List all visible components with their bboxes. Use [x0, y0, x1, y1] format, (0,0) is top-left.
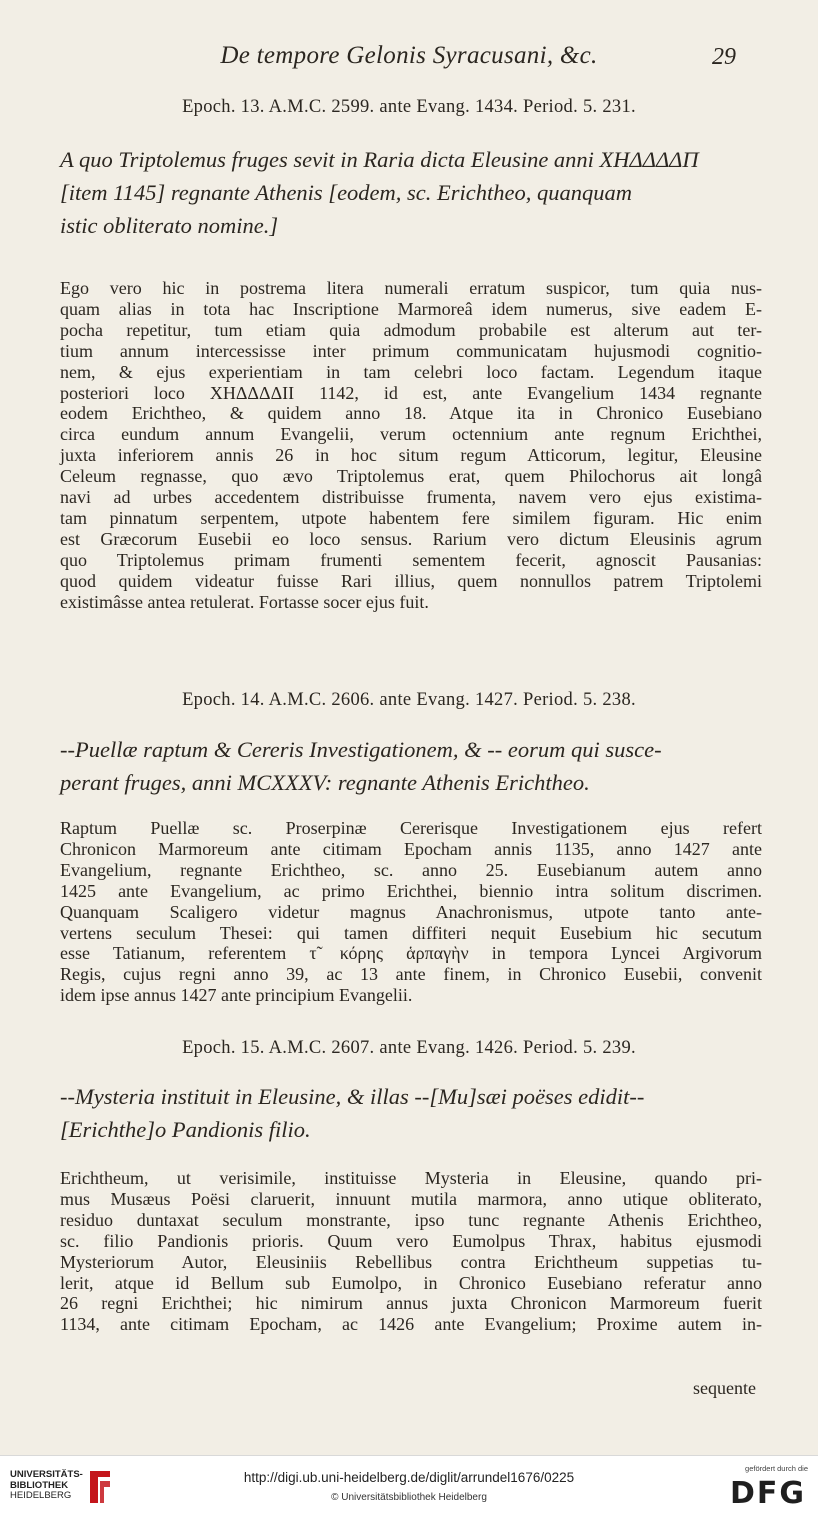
text-line: quod quidem videatur fuisse Rari illius, quem nonnullos patrem Triptolemi — [60, 570, 762, 591]
text-line: Celeum regnasse, quo ævo Triptolemus erat, quem Philochorus ait longâ — [60, 466, 762, 487]
text-line: juxta inferiorem annis 26 in hoc situm regum Atticorum, legitur, Eleusine — [60, 445, 762, 466]
library-name-line: UNIVERSITÄTS- — [10, 1469, 83, 1480]
running-title: De tempore Gelonis Syracusani, &c. — [220, 42, 598, 69]
text-line: est Græcorum Eusebii eo loco sensus. Rarium vero dictum Eleusinis agrum — [60, 528, 762, 549]
body-paragraph-14 — [60, 818, 762, 1006]
text-line: Regis, cujus regni anno 39, ac 13 ante finem, in Chronico Eusebii, convenit — [60, 964, 762, 985]
text-line: Mysteriorum Autor, Eleusiniis Rebellibus contra Erichtheum suppetias tu- — [60, 1251, 762, 1272]
text-line: vertens seculum Thesei: qui tamen diffiteri nequit Eusebium hic secutum — [60, 922, 762, 943]
viewer-footer — [0, 1455, 818, 1519]
heading-line: A quo Triptolemus fruges sevit in Raria dicta Eleusine anni ΧΗΔΔΔΔΠ — [60, 147, 699, 172]
text-line: 26 regni Erichthei; hic nimirum annus juxta Chronicon Marmoreum fuerit — [60, 1293, 762, 1314]
heading-line: --Puellæ raptum & Cereris Investigationem, & -- eorum qui susce- — [60, 737, 662, 762]
library-name-line: HEIDELBERG — [10, 1490, 72, 1501]
text-line: nem, & ejus experientiam in tam celebri loco factam. Legendum itaque — [60, 361, 762, 382]
text-line: lerit, atque id Bellum sub Eumolpo, in Chronico Eusebiano referatur anno — [60, 1272, 762, 1293]
text-line: mus Musæus Poësi claruerit, innuunt mutila marmora, anno utique obliterato, — [60, 1188, 762, 1209]
text-line: esse Tatianum, referentem τ̃ κόρης ἁρπαγὴν in tempora Lyncei Argivorum — [60, 943, 762, 964]
body-paragraph-15 — [60, 1168, 762, 1335]
text-line: idem ipse annus 1427 ante principium Evangelii. — [60, 985, 413, 1006]
epoch-line-13: Epoch. 13. A.M.C. 2599. ante Evang. 1434. Period. 5. 231. — [182, 97, 636, 117]
heading-line: istic obliterato nomine.] — [60, 213, 279, 238]
text-line: pocha repetitur, tum etiam quia admodum probabile est alterum aut ter- — [60, 319, 762, 340]
epoch-line-15: Epoch. 15. A.M.C. 2607. ante Evang. 1426. Period. 5. 239. — [182, 1038, 636, 1058]
text-line: 1425 ante Evangelium, ac primo Erichthei, biennio intra solitum discrimen. — [60, 880, 762, 901]
text-line: Raptum Puellæ sc. Proserpinæ Cererisque Investigationem ejus refert — [60, 818, 762, 838]
heading-line: perant fruges, anni MCXXXV: regnante Athenis Erichtheo. — [60, 770, 590, 795]
text-line: Ego vero hic in postrema litera numerali erratum suspicor, tum quia nus- — [60, 278, 762, 298]
text-line: existimâsse antea retulerat. Fortasse socer ejus fuit. — [60, 591, 429, 612]
permalink-url[interactable]: http://digi.ub.uni-heidelberg.de/diglit/arrundel1676/0225 — [243, 1470, 575, 1485]
text-line: Chronicon Marmoreum ante citimam Epocham annis 1135, anno 1427 ante — [60, 838, 762, 859]
heading-line: [item 1145] regnante Athenis [eodem, sc. Erichtheo, quanquam — [60, 180, 633, 205]
text-line: Evangelium, regnante Erichtheo, sc. anno 25. Eusebianum autem anno — [60, 859, 762, 880]
text-line: quo Triptolemus primam frumenti sementem fecerit, agnoscit Pausanias: — [60, 549, 762, 570]
text-line: residuo duntaxat seculum monstrante, ipso tunc regnante Athenis Erichtheo, — [60, 1209, 762, 1230]
page-number: 29 — [712, 44, 736, 70]
text-line: circa eundum annum Evangelii, verum octennium ante regnum Erichthei, — [60, 424, 762, 445]
body-paragraph-13 — [60, 278, 762, 613]
text-line: Quanquam Scaligero videtur magnus Anachronismus, utpote tanto ante- — [60, 901, 762, 922]
section-heading-13 — [60, 143, 760, 242]
copyright-notice: © Universitätsbibliothek Heidelberg — [331, 1492, 487, 1503]
text-line: navi ad urbes accedentem distribuisse frumenta, navem vero ejus existima- — [60, 487, 762, 508]
catchword: sequente — [693, 1378, 756, 1398]
library-name-line: BIBLIOTHEK — [10, 1479, 69, 1491]
text-line: posteriori loco ΧΗΔΔΔΔΙΙ 1142, id est, ante Evangelium 1434 regnante — [60, 382, 762, 403]
section-heading-14 — [60, 733, 760, 799]
text-line: quam alias in tota hac Inscriptione Marmoreâ idem numerus, sive eadem E- — [60, 298, 762, 319]
funder-caption: gefördert durch die — [745, 1464, 808, 1473]
text-line: 1134, ante citimam Epocham, ac 1426 ante Evangelium; Proxime autem in- — [60, 1314, 762, 1335]
section-heading-15 — [60, 1080, 760, 1146]
heading-line: [Erichthe]o Pandionis filio. — [60, 1117, 311, 1142]
text-line: tium annum intercessisse inter primum communicatam hujusmodi cognitio- — [60, 340, 762, 361]
dfg-logo: DFG — [729, 1476, 806, 1511]
epoch-line-14: Epoch. 14. A.M.C. 2606. ante Evang. 1427. Period. 5. 238. — [182, 690, 636, 710]
text-line: sc. filio Pandionis prioris. Quum vero Eumolpus Thrax, habitus ejusmodi — [60, 1230, 762, 1251]
text-line: tam pinnatum serpentem, utpote habentem fere similem figuram. Hic enim — [60, 507, 762, 528]
heading-line: --Mysteria instituit in Eleusine, & illas --[Mu]sæi poëses edidit-- — [60, 1084, 645, 1109]
text-line: eodem Erichtheo, & quidem anno 18. Atque ita in Chronico Eusebiano — [60, 403, 762, 424]
text-line: Erichtheum, ut verisimile, instituisse Mysteria in Eleusine, quando pri- — [60, 1168, 762, 1188]
